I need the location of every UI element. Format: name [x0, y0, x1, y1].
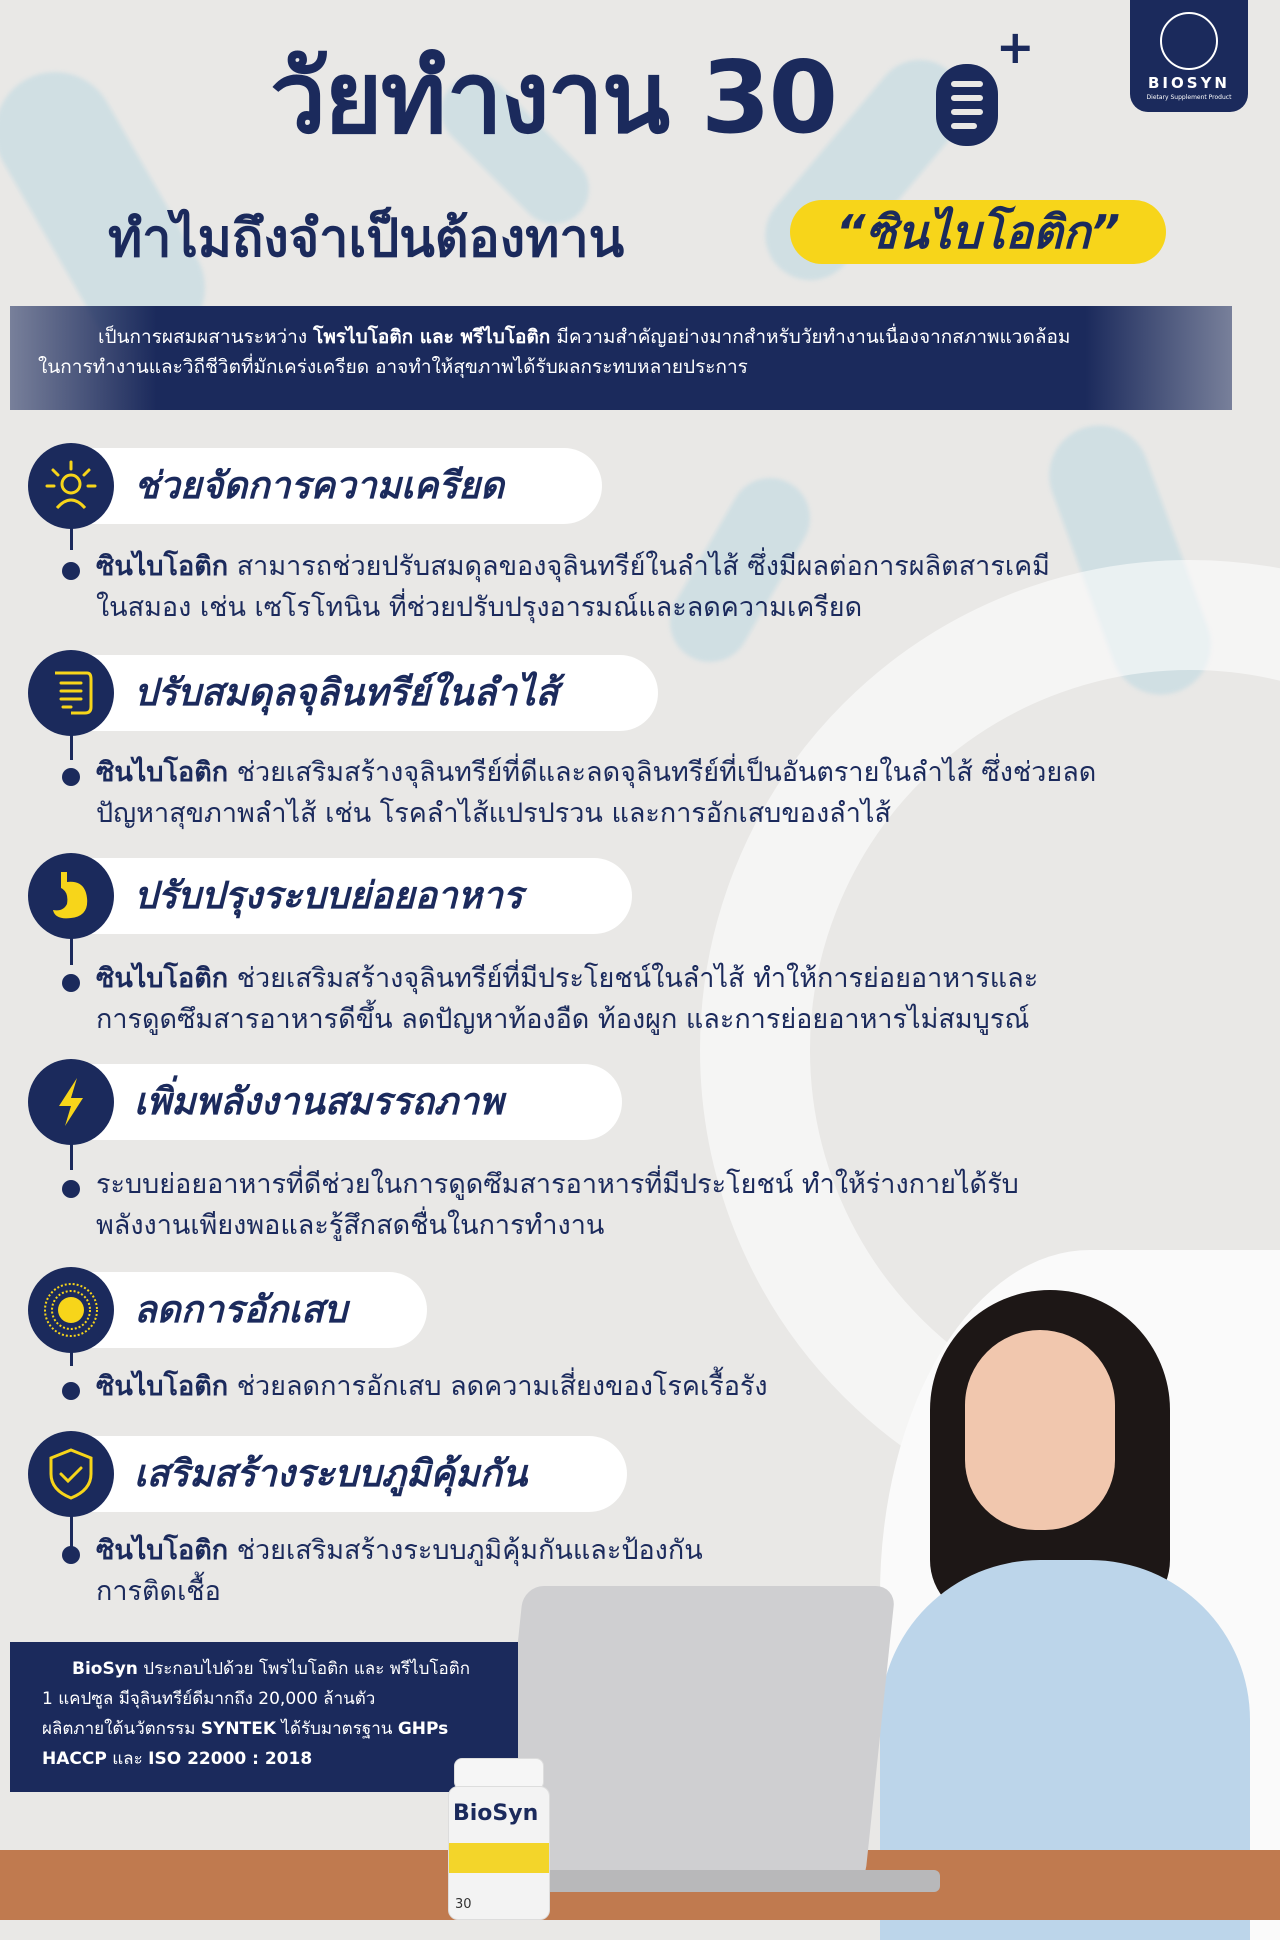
intestine-title-icon: [934, 62, 1000, 148]
product-bottle: [448, 1758, 548, 1918]
section-title-immunity: เสริมสร้างระบบภูมิคุ้มกัน: [82, 1436, 627, 1512]
section-icon-digestion: [28, 853, 114, 939]
section-body-stress: ซินไบโอติก สามารถช่วยปรับสมดุลของจุลินทรีย์ในลำไส้ ซึ่งมีผลต่อการผลิตสารเคมี ในสมอง เช่น เซโรโทนิน ที่ช่วยปรับปรุงอารมณ์และลดความเครียด: [96, 551, 1050, 623]
intro-line1: เป็นการผสมผสานระหว่าง โพรไบโอติก และ พรีไบโอติก มีความสำคัญอย่างมากสำหรับวัยทำงานเนื่องจากสภาพแวดล้อม: [98, 326, 1071, 348]
brand-tagline: Dietary Supplement Product: [1146, 94, 1232, 101]
bottle-yellow-band: [449, 1843, 549, 1873]
bottle-body: [448, 1786, 550, 1920]
intro-line2: ในการทำงานและวิถีชีวิตที่มักเคร่งเครียด อาจทำให้สุขภาพได้รับผลกระทบหลายประการ: [38, 356, 748, 378]
section-body-digestion: ซินไบโอติก ช่วยเสริมสร้างจุลินทรีย์ที่มีประโยชน์ในลำไส้ ทำให้การย่อยอาหารและ การดูดซึมสารอาหารดีขึ้น ลดปัญหาท้องอืด ท้องผูก และการย่อยอาหารไม่สมบูรณ์: [96, 963, 1039, 1035]
bullet-dot: [62, 1180, 80, 1198]
section-body-gut: ซินไบโอติก ช่วยเสริมสร้างจุลินทรีย์ที่ดีและลดจุลินทรีย์ที่เป็นอันตรายในลำไส้ ซึ่งช่วยลด ปัญหาสุขภาพลำไส้ เช่น โรคลำไส้แปรปรวน และการอักเสบของลำไส้: [96, 757, 1097, 829]
bullet-dot: [62, 768, 80, 786]
brand-logo: [1130, 0, 1248, 112]
highlight-badge: “ซินไบโอติก”: [790, 200, 1166, 264]
intro-banner: [10, 306, 1232, 410]
section-icon-inflammation: [28, 1267, 114, 1353]
section-title-gut: ปรับสมดุลจุลินทรีย์ในลำไส้: [82, 655, 658, 731]
section-title-energy: เพิ่มพลังงานสมรรถภาพ: [82, 1064, 622, 1140]
section-title-inflammation: ลดการอักเสบ: [82, 1272, 427, 1348]
section-icon-immunity: [28, 1431, 114, 1517]
stomach-icon: [41, 866, 101, 926]
section-title-stress: ช่วยจัดการความเครียด: [82, 448, 602, 524]
section-title-digestion: ปรับปรุงระบบย่อยอาหาร: [82, 858, 632, 934]
bullet-dot: [62, 974, 80, 992]
bullet-dot: [62, 1382, 80, 1400]
product-note: BioSyn ประกอบไปด้วย โพรไบโอติก และ พรีไบโอติก 1 แคปซูล มีจุลินทรีย์ดีมากถึง 20,000 ล้านตัว ผลิตภายใต้นวัตกรรม SYNTEK ได้รับมาตรฐาน GHPs HACCP และ ISO 22000 : 2018: [10, 1642, 518, 1792]
shield-check-icon: [41, 1444, 101, 1504]
section-icon-gut: [28, 650, 114, 736]
bullet-dot: [62, 562, 80, 580]
dna-globe-icon: [1160, 12, 1218, 70]
section-body-inflammation: ซินไบโอติก ช่วยลดการอักเสบ ลดความเสี่ยงของโรคเรื้อรัง: [96, 1371, 768, 1402]
bullet-dot: [62, 1546, 80, 1564]
woman-photo-face: [965, 1330, 1115, 1530]
bottle-label: BioSyn: [453, 1801, 539, 1826]
section-body-immunity: ซินไบโอติก ช่วยเสริมสร้างระบบภูมิคุ้มกันและป้องกัน การติดเชื้อ: [96, 1535, 703, 1607]
intestine-icon: [41, 663, 101, 723]
inflammation-icon: [41, 1280, 101, 1340]
stressed-person-icon: [41, 456, 101, 516]
laptop: [492, 1586, 896, 1886]
page-subtitle: ทำไมถึงจำเป็นต้องทาน: [108, 209, 625, 269]
brand-name: BIOSYN: [1148, 74, 1230, 92]
section-body-energy: ระบบย่อยอาหารที่ดีช่วยในการดูดซึมสารอาหารที่มีประโยชน์ ทำให้ร่างกายได้รับ พลังงานเพียงพอและรู้สึกสดชื่นในการทำงาน: [96, 1169, 1019, 1241]
title-plus: +: [996, 20, 1035, 74]
section-icon-energy: [28, 1059, 114, 1145]
lightning-icon: [41, 1072, 101, 1132]
section-icon-stress: [28, 443, 114, 529]
bottle-count: 30: [455, 1897, 472, 1912]
page-title: วัยทำงาน 30: [270, 39, 837, 156]
